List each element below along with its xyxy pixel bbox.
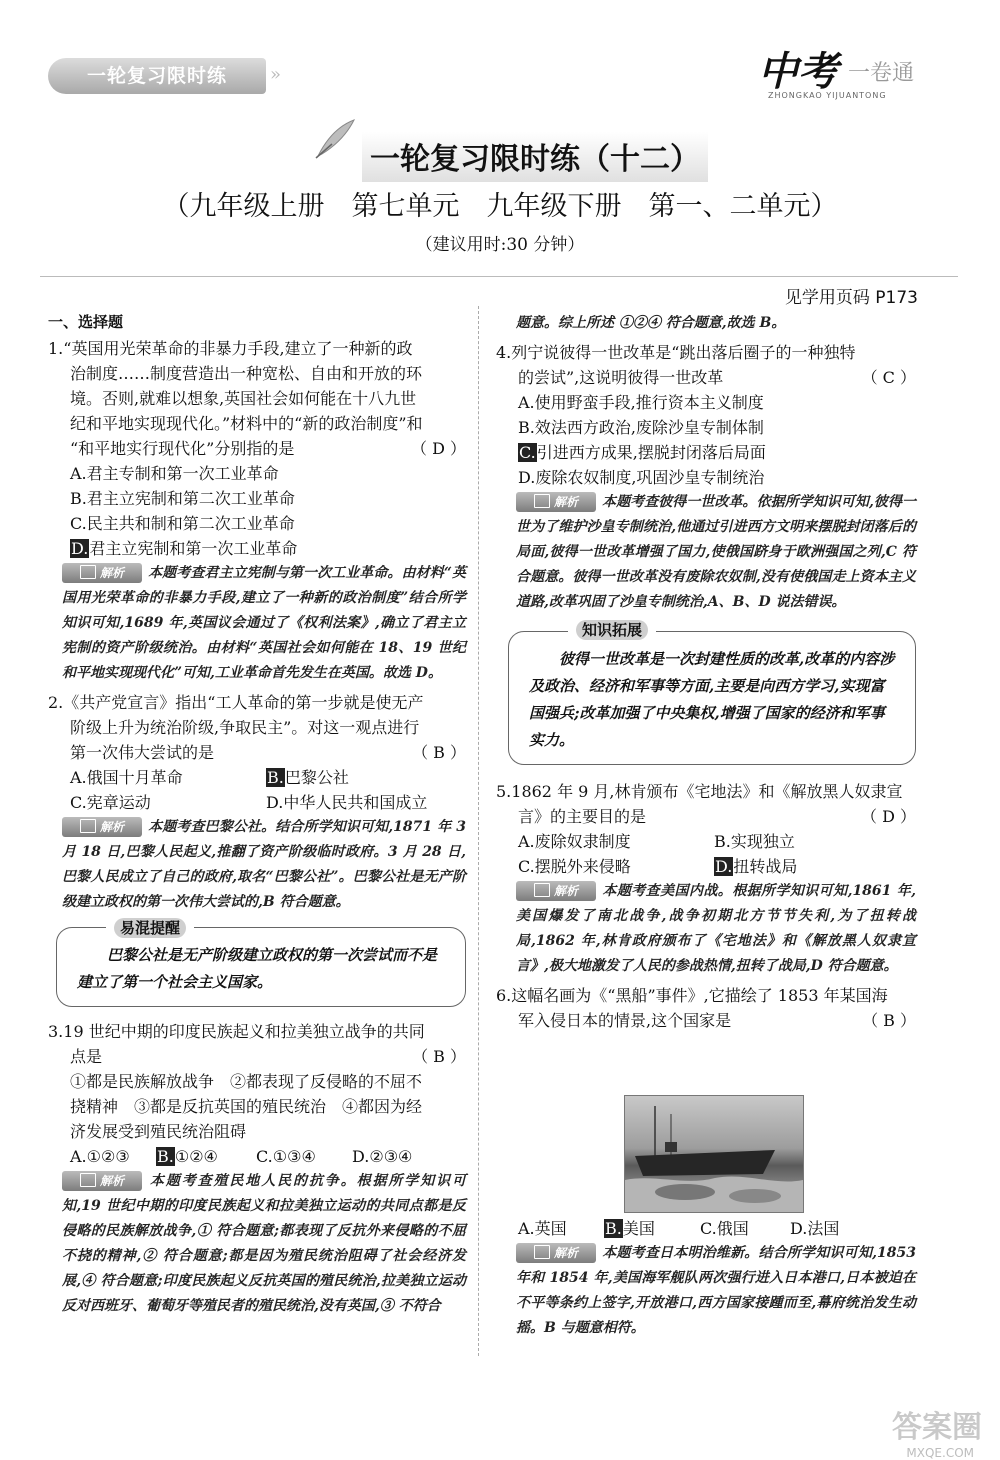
analysis-block: [496, 490, 916, 615]
analysis-label-text: 解析: [553, 1246, 578, 1260]
question-line: [496, 804, 916, 829]
question-text: 第一次伟大尝试的是: [70, 743, 215, 762]
answer-letter-box: B.: [267, 768, 284, 787]
left-column: [48, 311, 466, 1319]
question-line: [48, 740, 466, 765]
option: D.废除农奴制度,巩固沙皇专制统治: [518, 468, 765, 487]
header-divider: [40, 276, 958, 277]
question-1: [48, 336, 466, 461]
analysis-label-text: 解析: [99, 820, 124, 834]
watermark-url: MXQE.COM: [906, 1446, 974, 1460]
ship-illustration: [625, 1096, 803, 1212]
analysis-text: 本题考查美国内战。根据所学知识可知,1861 年,美国爆发了南北战争,战争初期北方节节失利,为了扭转战局,1862 年,林肯政府颁布了《宅地法》和《解放黑人奴隶宣言》,极大地激发了人民的参战热情,扭转了战局,D 符合题意。: [516, 883, 916, 974]
book-icon: [534, 883, 550, 897]
question-line: 2.《共产党宣言》指出“工人革命的第一步就是使无产: [48, 693, 424, 712]
right-column: [496, 311, 916, 1033]
question-text: 点是: [70, 1047, 103, 1066]
option: A.使用野蛮手段,推行资本主义制度: [518, 393, 764, 412]
option-correct: [48, 536, 466, 561]
question-2: [48, 690, 466, 765]
option-correct: [266, 765, 349, 790]
question-5: [496, 779, 916, 829]
option: A.英国: [518, 1219, 567, 1238]
question-line: [48, 436, 466, 461]
quill-pen-icon: [312, 116, 358, 162]
answer-letter-box: B.: [157, 1147, 174, 1166]
page-title: 一轮复习限时练（十二）: [362, 132, 708, 182]
option: C.摆脱外来侵略: [518, 857, 631, 876]
option-text: 扭转战局: [733, 857, 798, 876]
question-line: 4.列宁说彼得一世改革是“跳出落后圈子的一种独特: [496, 343, 856, 362]
option: C.宪章运动: [70, 793, 151, 812]
question-line: ①都是民族解放战争 ②都表现了反侵略的不屈不: [70, 1072, 423, 1091]
analysis-block: [496, 879, 916, 979]
question-line: [496, 1008, 916, 1033]
option: A.废除奴隶制度: [518, 832, 631, 851]
option-row: [496, 829, 916, 854]
brand-pinyin: ZHONGKAO YIJUANTONG: [768, 91, 887, 100]
question-text: 的尝试”,这说明彼得一世改革: [518, 368, 724, 387]
answer-letter-box: D.: [71, 539, 89, 558]
answer-mark: （ D ）: [860, 807, 916, 826]
option-row: [496, 1216, 916, 1241]
analysis-label-text: 解析: [553, 495, 578, 509]
brand-logo: 中考: [758, 48, 838, 95]
section-heading: 一、选择题: [48, 313, 124, 331]
question-4: [496, 340, 916, 390]
confuse-tip-label: [106, 917, 194, 938]
confuse-tip-label-text: 易混提醒: [114, 918, 186, 938]
book-icon: [534, 494, 550, 508]
question-line: 阶级上升为统治阶级,争取民主”。对这一观点进行: [70, 718, 420, 737]
answer-letter-box: D.: [715, 857, 733, 876]
analysis-label: [516, 492, 596, 512]
analysis-label: [62, 1171, 142, 1191]
analysis-label: [516, 1243, 596, 1263]
option-row: [48, 765, 466, 790]
question-line: 挠精神 ③都是反抗英国的殖民统治 ④都因为经: [70, 1097, 423, 1116]
question-3: [48, 1019, 466, 1144]
question-6-answers: [496, 1216, 916, 1341]
analysis-label: [62, 817, 142, 837]
analysis-text: 本题考查殖民地人民的抗争。根据所学知识可知,19 世纪中期的印度民族起义和拉美独立运动的共同点都是反侵略的民族解放战争,① 符合题意;都表现了反抗外来侵略的不屈不挠的精神,② 符合题意;都是因为殖民统治阻碍了社会经济发展,④ 符合题意;印度民族起义反抗英国的殖民统治,拉美独立运动反对西班牙、葡萄牙等殖民者的殖民统治,没有英国,③ 不符合: [62, 1173, 466, 1314]
analysis-label: [516, 881, 596, 901]
option-text: 美国: [622, 1219, 655, 1238]
option-correct: [714, 854, 797, 879]
question-line: 3.19 世纪中期的印度民族起义和拉美独立战争的共同: [48, 1022, 425, 1041]
answer-mark: （ D ）: [410, 439, 466, 458]
knowledge-ext-box: [508, 621, 916, 765]
question-line: [48, 1044, 466, 1069]
question-text: 军入侵日本的情景,这个国家是: [518, 1011, 732, 1030]
book-icon: [80, 819, 96, 833]
knowledge-ext-label-text: 知识拓展: [576, 620, 648, 640]
analysis-label-text: 解析: [553, 884, 578, 898]
question-line: 治制度……制度营造出一种宽松、自由和开放的环: [70, 364, 423, 383]
analysis-block: [48, 1169, 466, 1319]
black-ship-painting: [624, 1095, 804, 1213]
analysis-text: 本题考查彼得一世改革。依据所学知识可知,彼得一世为了维护沙皇专制统治,他通过引进西方文明来摆脱封闭落后的局面,彼得一世改革增强了国力,使俄国跻身于欧洲强国之列,C 符合题意。彼得一世改革没有废除农奴制,没有使俄国走上资本主义道路,改革巩固了沙皇专制统治,A、B、D 说法错误。: [516, 494, 916, 610]
analysis-text: 本题考查巴黎公社。结合所学知识可知,1871 年 3 月 18 日,巴黎人民起义,推翻了资产阶级临时政府。3 月 28 日,巴黎人民成立了自己的政府,取名“巴黎公社”。巴黎公社是无产阶级建立政权的第一次伟大尝试的,B 符合题意。: [62, 819, 466, 910]
option-text: 引进西方成果,摆脱封闭落后局面: [536, 443, 766, 462]
analysis-block: [496, 1241, 916, 1341]
analysis-text: 本题考查日本明治维新。结合所学知识可知,1853 年和 1854 年,美国海军舰队两次强行进入日本港口,日本被迫在不平等条约上签字,开放港口,西方国家接踵而至,幕府统治发生动摇。B 与题意相符。: [516, 1245, 916, 1336]
answer-mark: （ B ）: [412, 743, 466, 762]
option: A.君主专制和第一次工业革命: [70, 464, 279, 483]
question-line: 济发展受到殖民统治阻碍: [70, 1122, 247, 1141]
book-icon: [80, 1173, 96, 1187]
option: C.①③④: [256, 1147, 316, 1166]
option: C.民主共和制和第二次工业革命: [70, 514, 295, 533]
option-row: [48, 790, 466, 815]
question-line: 1.“英国用光荣革命的非暴力手段,建立了一种新的政: [48, 339, 413, 358]
answer-mark: （ B ）: [862, 1011, 916, 1030]
option: C.俄国: [700, 1219, 749, 1238]
analysis-text: 本题考查君主立宪制与第一次工业革命。由材料“英国用光荣革命的非暴力手段,建立了一种新的政治制度”结合所学知识可知,1689 年,英国议会通过了《权利法案》,确立了君主立宪制的资产阶级统治。由材料“英国社会如何能在 18、19 世纪和平地实现现代化”可知,工业革命首先发生在英国。故选 D。: [62, 565, 466, 681]
page-subtitle: （九年级上册 第七单元 九年级下册 第一、二单元）: [162, 191, 838, 222]
analysis-block: [48, 815, 466, 915]
page-reference: 见学用页码 P173: [784, 288, 918, 308]
analysis-label-text: 解析: [99, 566, 124, 580]
watermark-logo: 答案圈: [892, 1410, 982, 1445]
option: D.法国: [790, 1219, 840, 1238]
option: D.中华人民共和国成立: [266, 793, 428, 812]
option-correct: [496, 440, 916, 465]
series-banner: 一轮复习限时练: [48, 58, 266, 94]
option-correct: [604, 1216, 700, 1241]
book-icon: [534, 1245, 550, 1259]
option: A.①②③: [70, 1147, 130, 1166]
answer-letter-box: B.: [605, 1219, 622, 1238]
analysis-label-text: 解析: [99, 1174, 124, 1188]
option: D.②③④: [352, 1147, 413, 1166]
option: B.君主立宪制和第二次工业革命: [70, 489, 295, 508]
option-text: ①②④: [174, 1147, 218, 1166]
confuse-tip-box: [56, 919, 466, 1007]
answer-mark: （ B ）: [412, 1047, 466, 1066]
question-line: 境。否则,就难以想象,英国社会如何能在十八九世: [70, 389, 417, 408]
option: B.实现独立: [714, 832, 795, 851]
analysis-block: [48, 561, 466, 686]
question-text: “和平地实行现代化”分别指的是: [70, 439, 295, 458]
answer-letter-box: C.: [519, 443, 536, 462]
column-separator: [478, 306, 479, 1356]
brand-subtitle: 一卷通: [848, 61, 915, 86]
question-line: 纪和平地实现现代化。”材料中的“新的政治制度”和: [70, 414, 423, 433]
analysis-label: [62, 563, 142, 583]
option-text: 君主立宪制和第一次工业革命: [89, 539, 298, 558]
option-text: 巴黎公社: [284, 768, 349, 787]
time-suggestion: （建议用时:30 分钟）: [415, 235, 585, 255]
book-icon: [80, 565, 96, 579]
analysis-continuation: 题意。综上所述 ①②④ 符合题意,故选 B。: [516, 315, 786, 331]
question-6: [496, 983, 916, 1033]
option: A.俄国十月革命: [70, 768, 183, 787]
question-line: 6.这幅名画为《“黑船”事件》,它描绘了 1853 年某国海: [496, 986, 888, 1005]
option-row: [48, 1144, 466, 1169]
answer-mark: （ C ）: [861, 368, 916, 387]
knowledge-ext-label: [568, 619, 656, 640]
option-correct: [156, 1144, 256, 1169]
question-text: 言》的主要目的是: [518, 807, 647, 826]
confuse-tip-text: 巴黎公社是无产阶级建立政权的第一次尝试而不是建立了第一个社会主义国家。: [56, 927, 466, 1007]
banner-arrow-icon: »: [270, 64, 282, 85]
knowledge-ext-text: 彼得一世改革是一次封建性质的改革,改革的内容涉及政治、经济和军事等方面,主要是向西方学习,实现富国强兵;改革加强了中央集权,增强了国家的经济和军事实力。: [508, 631, 916, 765]
option: B.效法西方政治,废除沙皇专制体制: [518, 418, 764, 437]
option-row: [496, 854, 916, 879]
question-line: [496, 365, 916, 390]
question-line: 5.1862 年 9 月,林肯颁布《宅地法》和《解放黑人奴隶宣: [496, 782, 903, 801]
